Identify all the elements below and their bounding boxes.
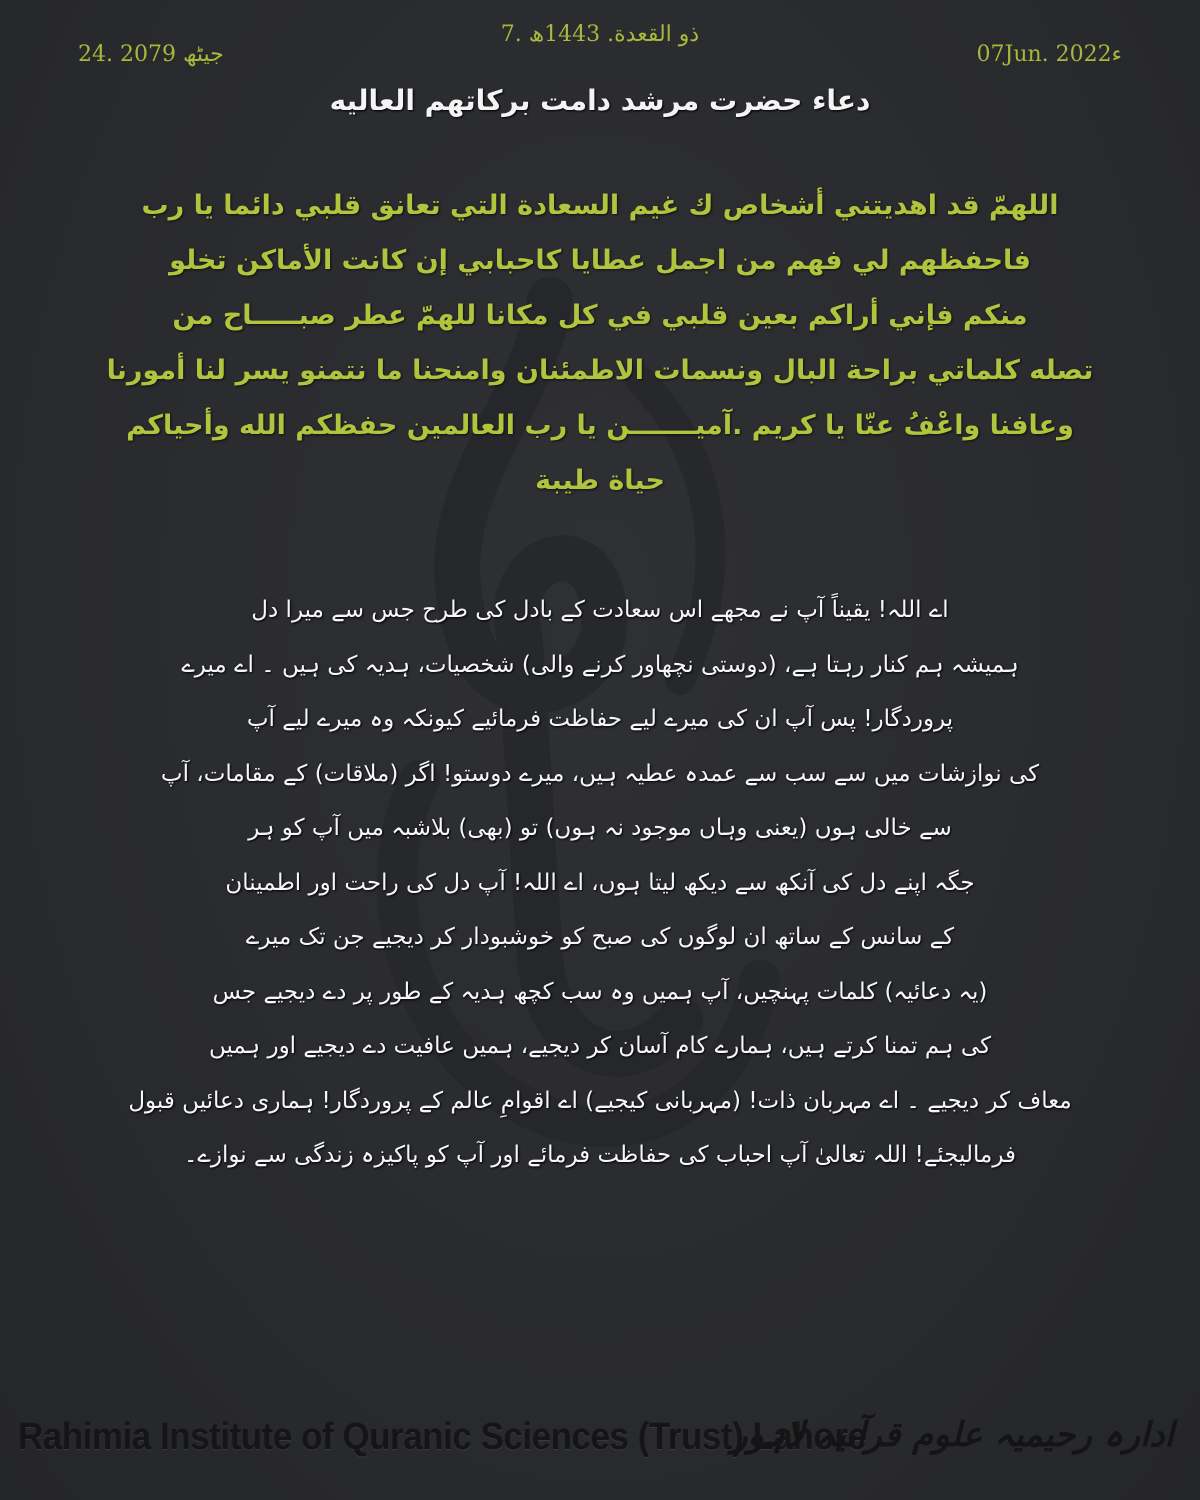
- urdu-translation-line: جگہ اپنے دل کی آنکھ سے دیکھ لیتا ہوں، اے اللہ! آپ دل کی راحت اور اطمینان: [225, 869, 975, 896]
- urdu-translation-line: معاف کر دیجیے ۔ اے مہربان ذات! (مہربانی کیجیے) اے اقوامِ عالم کے پروردگار! ہماری دعائیں قبول: [128, 1087, 1072, 1114]
- gregorian-date: 07Jun. 2022ء: [976, 42, 1122, 67]
- institute-name-english: Rahimia Institute of Quranic Sciences (Trust) Lahore: [18, 1416, 867, 1458]
- arabic-dua-line: وعافنا واعْفُ عنّا يا كريم .آميـــــــن يا رب العالمين حفظكم الله وأحياكم: [126, 410, 1074, 441]
- urdu-translation-line: کے سانس کے ساتھ ان لوگوں کی صبح کو خوشبودار کر دیجیے جن تک میرے: [245, 924, 955, 950]
- urdu-translation-line: پروردگار! پس آپ ان کی میرے لیے حفاظت فرمائیے کیونکہ وہ میرے لیے آپ: [246, 706, 954, 732]
- arabic-dua-line: اللهمّ قد اهديتني أشخاص ك غيم السعادة التي تعانق قلبي دائما يا رب: [141, 190, 1059, 221]
- arabic-dua-block: [90, 178, 1110, 508]
- hijri-date: 7. ذو القعدة. 1443ھ: [500, 22, 700, 47]
- bikrami-date: 24. جیٹھ 2079: [78, 42, 224, 67]
- footer: [0, 1412, 1200, 1472]
- urdu-translation-line: ہمیشہ ہم کنار رہتا ہے، (دوستی نچھاور کرنے والی) شخصیات، ہدیہ کی ہیں ۔ اے میرے: [181, 651, 1019, 678]
- arabic-dua-line: منكم فإني أراكم بعين قلبي في كل مكانا للهمّ عطر صبـــــاح من: [172, 300, 1028, 331]
- urdu-translation-block: [80, 583, 1120, 1183]
- arabic-dua-line: فاحفظهم لي فهم من اجمل عطايا كاحبابي إن كانت الأماكن تخلو: [169, 245, 1031, 276]
- urdu-translation-line: سے خالی ہوں (یعنی وہاں موجود نہ ہوں) تو (بھی) بلاشبہ میں آپ کو ہر: [248, 815, 952, 841]
- page-title: دعاء حضرت مرشد دامت برکاتهم العالیه: [329, 84, 871, 117]
- urdu-translation-line: کی ہم تمنا کرتے ہیں، ہمارے کام آسان کر دیجیے، ہمیں عافیت دے دیجیے اور ہمیں: [208, 1033, 992, 1059]
- arabic-dua-line: تصله كلماتي براحة البال ونسمات الاطمئنان وامنحنا ما نتمنو يسر لنا أمورنا: [106, 355, 1094, 386]
- arabic-dua-line: حياة طيبة: [535, 465, 665, 496]
- urdu-translation-line: (یہ دعائیہ) کلمات پہنچیں، آپ ہمیں وہ سب کچھ ہدیہ کے طور پر دے دیجیے جس: [212, 978, 988, 1005]
- urdu-translation-line: فرمالیجئے! اللہ تعالیٰ آپ احباب کی حفاظت فرمائے اور آپ کو پاکیزہ زندگی سے نوازے۔: [183, 1142, 1017, 1168]
- urdu-translation-line: کی نوازشات میں سے سب سے عمدہ عطیہ ہیں، میرے دوستو! اگر (ملاقات) کے مقامات، آپ: [160, 760, 1040, 787]
- institute-logo-urdu: ادارہ رحیمیہ علوم قرآنیہ لاہور: [731, 1415, 1174, 1455]
- urdu-translation-line: اے اللہ! یقیناً آپ نے مجھے اس سعادت کے بادل کی طرح جس سے میرا دل: [251, 597, 949, 623]
